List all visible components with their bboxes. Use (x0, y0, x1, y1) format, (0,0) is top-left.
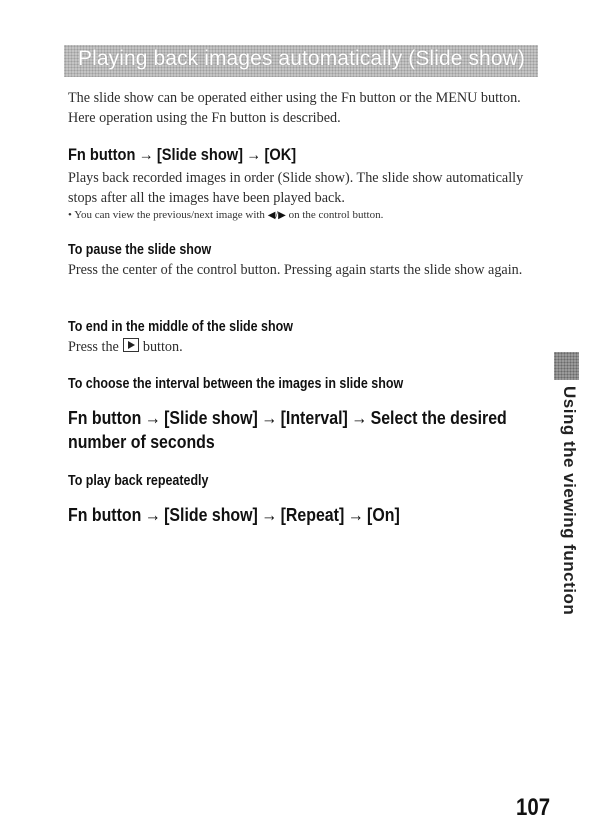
cmd-step: [Interval] (280, 407, 348, 428)
arrow-icon: → (347, 504, 364, 525)
cmd-step: [Slide show] (164, 407, 258, 428)
repeat-heading: To play back repeatedly (68, 473, 209, 489)
section-pause (68, 241, 538, 280)
page-title: Playing back images automatically (Slide show) (78, 47, 525, 70)
section-interval (68, 375, 538, 454)
playback-button-icon (123, 338, 139, 352)
end-body (68, 337, 538, 357)
arrow-icon: → (144, 407, 161, 428)
command-line-slide-show (68, 144, 472, 166)
command-line-repeat (68, 503, 472, 527)
slide-show-description: Plays back recorded images in order (Slide show). The slide show automatically stops after all the images have been played back. (68, 170, 524, 206)
cmd-step: Fn button (68, 145, 136, 164)
cmd-step: [Repeat] (280, 504, 345, 525)
section-end (68, 318, 538, 357)
end-body-text: Press the (68, 339, 119, 355)
cmd-step: [On] (367, 504, 400, 525)
left-right-icon: ◀/▶ (267, 210, 286, 221)
section-slide-show (68, 144, 538, 223)
cmd-step: [OK] (264, 145, 297, 164)
section-repeat (68, 472, 538, 527)
pause-heading: To pause the slide show (68, 242, 212, 258)
end-body-text: button. (142, 339, 183, 355)
interval-heading: To choose the interval between the images in slide show (68, 376, 404, 392)
arrow-icon: → (261, 504, 278, 525)
chapter-tab-marker (554, 352, 579, 380)
arrow-icon: → (246, 145, 262, 164)
command-line-interval-cont: number of seconds (68, 431, 215, 452)
navigation-note (68, 208, 538, 223)
page-number: 107 (515, 794, 550, 821)
arrow-icon: → (144, 504, 161, 525)
arrow-icon: → (261, 407, 278, 428)
command-line-interval (68, 406, 507, 430)
title-bar (64, 45, 538, 77)
intro-block (68, 88, 538, 128)
arrow-icon: → (138, 145, 154, 164)
chapter-side-label: Using the viewing function (560, 386, 579, 616)
note-text: on the control button. (285, 209, 384, 221)
cmd-step: [Slide show] (156, 145, 243, 164)
note-text: • You can view the previous/next image with (68, 209, 268, 221)
pause-body: Press the center of the control button. Pressing again starts the slide show again. (68, 262, 523, 278)
cmd-step: [Slide show] (164, 504, 258, 525)
end-heading: To end in the middle of the slide show (68, 319, 293, 335)
cmd-step: Fn button (68, 407, 142, 428)
arrow-icon: → (351, 407, 368, 428)
intro-text: The slide show can be operated either using the Fn button or the MENU button. Here operation using the Fn button is described. (68, 90, 521, 126)
cmd-step: Fn button (68, 504, 142, 525)
cmd-step: Select the desired (370, 407, 507, 428)
